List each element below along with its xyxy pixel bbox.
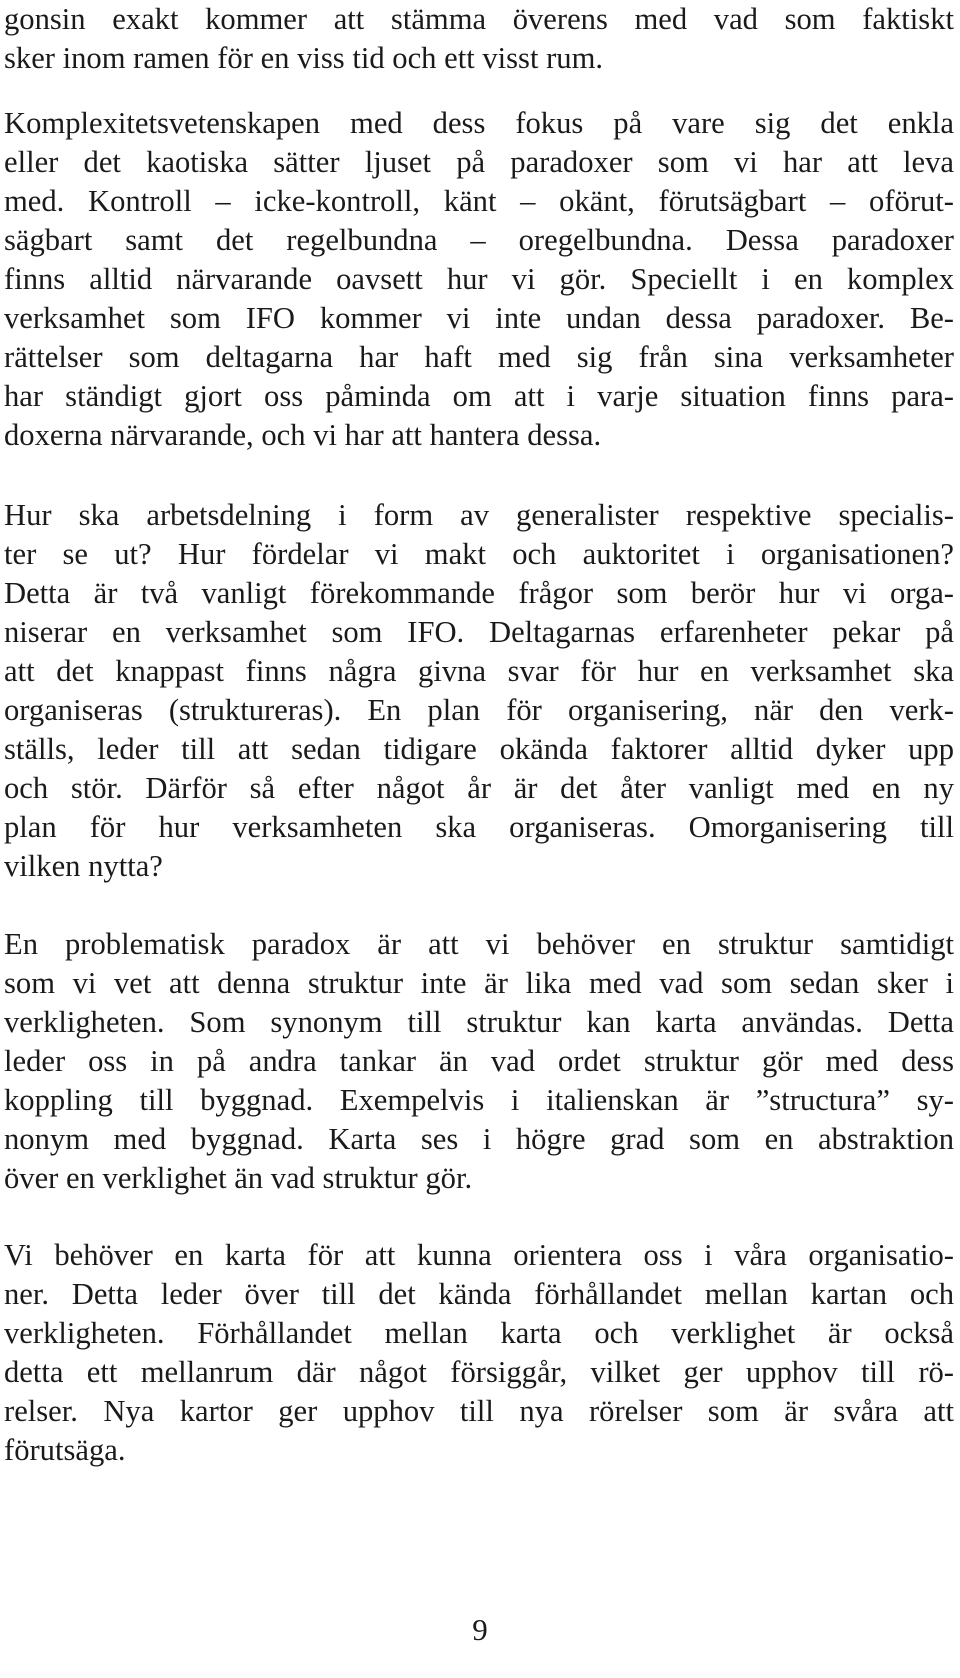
text-line: Detta är två vanligt förekommande frågor som berör hur vi orga- bbox=[4, 576, 954, 610]
text-line: sker inom ramen för en viss tid och ett visst rum. bbox=[4, 41, 604, 75]
text-line: vilken nytta? bbox=[4, 849, 163, 883]
text-line: verkligheten. Som synonym till struktur kan karta användas. Detta bbox=[4, 1005, 954, 1039]
text-line: Komplexitetsvetenskapen med dess fokus på vare sig det enkla bbox=[4, 106, 954, 140]
text-line: med. Kontroll – icke-kontroll, känt – okänt, förutsägbart – oförut- bbox=[4, 184, 954, 218]
text-line: verkligheten. Förhållandet mellan karta och verklighet är också bbox=[4, 1316, 954, 1350]
text-line: niserar en verksamhet som IFO. Deltagarnas erfarenheter pekar på bbox=[4, 615, 954, 649]
paragraph-2 bbox=[4, 104, 954, 455]
text-line: ner. Detta leder över till det kända förhållandet mellan kartan och bbox=[4, 1277, 954, 1311]
text-line: Hur ska arbetsdelning i form av generalister respektive specialis- bbox=[4, 498, 954, 532]
text-line: leder oss in på andra tankar än vad ordet struktur gör med dess bbox=[4, 1044, 954, 1078]
text-line: eller det kaotiska sätter ljuset på paradoxer som vi har att leva bbox=[4, 145, 954, 179]
text-line: organiseras (struktureras). En plan för organisering, när den verk- bbox=[4, 693, 954, 727]
text-line: har ständigt gjort oss påminda om att i varje situation finns para- bbox=[4, 379, 954, 413]
text-line: att det knappast finns några givna svar för hur en verksamhet ska bbox=[4, 654, 954, 688]
text-line: ter se ut? Hur fördelar vi makt och auktoritet i organisationen? bbox=[4, 537, 954, 571]
text-line: och stör. Därför så efter något år är det åter vanligt med en ny bbox=[4, 771, 954, 805]
paragraph-4 bbox=[4, 925, 954, 1198]
text-line: nonym med byggnad. Karta ses i högre grad som en abstraktion bbox=[4, 1122, 954, 1156]
paragraph-5 bbox=[4, 1236, 954, 1470]
text-line: sägbart samt det regelbundna – oregelbundna. Dessa paradoxer bbox=[4, 223, 954, 257]
text-line: detta ett mellanrum där något försiggår, vilket ger upphov till rö- bbox=[4, 1355, 954, 1389]
text-line: relser. Nya kartor ger upphov till nya rörelser som är svåra att bbox=[4, 1394, 954, 1428]
paragraph-3 bbox=[4, 496, 954, 886]
paragraph-1 bbox=[4, 0, 954, 78]
text-line: doxerna närvarande, och vi har att hantera dessa. bbox=[4, 418, 602, 452]
text-line: finns alltid närvarande oavsett hur vi gör. Speciellt i en komplex bbox=[4, 262, 954, 296]
text-line: koppling till byggnad. Exempelvis i italienskan är ”structura” sy- bbox=[4, 1083, 954, 1117]
text-line: gonsin exakt kommer att stämma överens med vad som faktiskt bbox=[4, 2, 954, 36]
text-line: förutsäga. bbox=[4, 1433, 126, 1467]
text-line: ställs, leder till att sedan tidigare okända faktorer alltid dyker upp bbox=[4, 732, 954, 766]
text-line: rättelser som deltagarna har haft med sig från sina verksamheter bbox=[4, 340, 954, 374]
text-line: Vi behöver en karta för att kunna orientera oss i våra organisatio- bbox=[4, 1238, 954, 1272]
text-line: plan för hur verksamheten ska organiseras. Omorganisering till bbox=[4, 810, 954, 844]
page-number: 9 bbox=[472, 1612, 488, 1647]
text-line: verksamhet som IFO kommer vi inte undan dessa paradoxer. Be- bbox=[4, 301, 954, 335]
text-line: En problematisk paradox är att vi behöver en struktur samtidigt bbox=[4, 927, 954, 961]
text-line: över en verklighet än vad struktur gör. bbox=[4, 1161, 473, 1195]
text-line: som vi vet att denna struktur inte är lika med vad som sedan sker i bbox=[4, 966, 954, 1000]
